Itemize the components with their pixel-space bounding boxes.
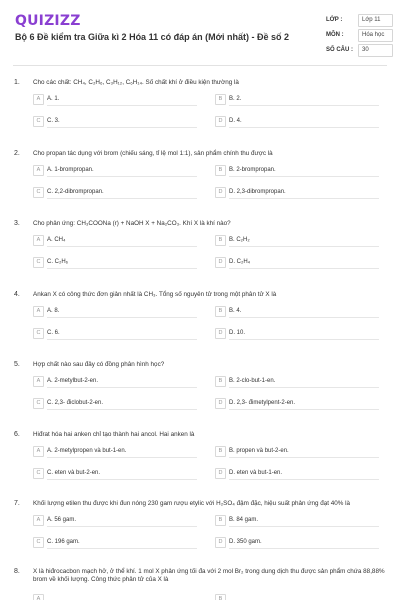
- option-text: A. 2-metylbut-2-en.: [47, 375, 197, 388]
- option-text: C. 3.: [47, 115, 197, 128]
- question-number: 7.: [14, 500, 20, 507]
- option-text: A. 56 gam.: [47, 514, 197, 527]
- option-letter: B: [215, 515, 226, 526]
- option-letter: A: [33, 94, 44, 105]
- option-letter: B: [215, 165, 226, 176]
- question-text: Cho phản ứng: CH₃COONa (r) + NaOH X + Na₂CO₃. Khí X là khí nào?: [33, 220, 231, 227]
- meta-value: Lớp 11: [358, 14, 393, 27]
- option-letter: D: [215, 398, 226, 409]
- option-a[interactable]: [33, 445, 197, 457]
- option-b[interactable]: [215, 93, 379, 105]
- option-a[interactable]: [33, 234, 197, 246]
- option-text: C. 2,3- điclobut-2-en.: [47, 397, 197, 410]
- option-text: B. C₂H₂: [229, 234, 379, 247]
- question-text: Hợp chất nào sau đây có đồng phân hình học?: [33, 361, 165, 368]
- option-letter: A: [33, 594, 44, 600]
- option-d[interactable]: [215, 327, 379, 339]
- option-text: C. 2,2-dibrompropan.: [47, 186, 197, 199]
- option-a[interactable]: [33, 164, 197, 176]
- meta-question-count: [323, 44, 391, 57]
- option-text: D. eten và but-1-en.: [229, 467, 379, 480]
- option-text: B. 2-clo-but-1-en.: [229, 375, 379, 388]
- option-letter: C: [33, 328, 44, 339]
- option-text: [229, 593, 379, 600]
- option-c[interactable]: [33, 186, 197, 198]
- option-letter: C: [33, 116, 44, 127]
- option-d[interactable]: [215, 397, 379, 409]
- option-text: A. 2-metylpropen và but-1-en.: [47, 445, 197, 458]
- question-number: 5.: [14, 361, 20, 368]
- question-number: 6.: [14, 431, 20, 438]
- option-letter: C: [33, 398, 44, 409]
- option-letter: D: [215, 187, 226, 198]
- question-number: 2.: [14, 150, 20, 157]
- option-text: D. C₂H₄: [229, 256, 379, 269]
- option-d[interactable]: [215, 186, 379, 198]
- option-d[interactable]: [215, 115, 379, 127]
- question-text: Cho propan tác dụng với brom (chiếu sáng, tỉ lệ mol 1:1), sản phẩm chính thu được là: [33, 150, 273, 157]
- option-b[interactable]: [215, 305, 379, 317]
- question-number: 8.: [14, 568, 20, 575]
- option-c[interactable]: [33, 536, 197, 548]
- question-number: 1.: [14, 79, 20, 86]
- option-c[interactable]: [33, 256, 197, 268]
- question-text: Cho các chất: CH₄, C₂H₆, C₃H₁₂, C₆H₁₄. Số chất khí ở điều kiện thường là: [33, 79, 239, 86]
- option-letter: A: [33, 165, 44, 176]
- option-text: B. 2.: [229, 93, 379, 106]
- option-text: C. C₂H₆: [47, 256, 197, 269]
- option-text: D. 2,3- đimetylpent-2-en.: [229, 397, 379, 410]
- option-letter: D: [215, 257, 226, 268]
- option-letter: D: [215, 116, 226, 127]
- option-a[interactable]: [33, 375, 197, 387]
- option-b[interactable]: [215, 164, 379, 176]
- option-text: D. 350 gam.: [229, 536, 379, 549]
- option-letter: A: [33, 446, 44, 457]
- option-text: D. 4.: [229, 115, 379, 128]
- option-a[interactable]: [33, 593, 197, 600]
- question-text: Ankan X có công thức đơn giản nhất là CH₃. Tổng số nguyên tử trong một phân tử X là: [33, 291, 277, 298]
- option-c[interactable]: [33, 115, 197, 127]
- option-text: B. propen và but-2-en.: [229, 445, 379, 458]
- option-text: C. eten và but-2-en.: [47, 467, 197, 480]
- question-text: Khối lượng etilen thu được khi đun nóng 230 gam rượu etylic với H₂SO₄ đậm đặc, hiệu suất phản ứng đạt 40% là: [33, 500, 351, 507]
- quizizz-logo: QUIZIZZ: [15, 13, 81, 29]
- question-number: 4.: [14, 291, 20, 298]
- option-letter: C: [33, 537, 44, 548]
- option-text: D. 2,3-dibrompropan.: [229, 186, 379, 199]
- option-text: [47, 593, 197, 600]
- option-text: A. 8.: [47, 305, 197, 318]
- option-letter: B: [215, 235, 226, 246]
- option-text: C. 196 gam.: [47, 536, 197, 549]
- option-b[interactable]: [215, 514, 379, 526]
- option-d[interactable]: [215, 256, 379, 268]
- option-letter: B: [215, 446, 226, 457]
- option-text: C. 6.: [47, 327, 197, 340]
- option-a[interactable]: [33, 305, 197, 317]
- option-a[interactable]: [33, 514, 197, 526]
- option-letter: D: [215, 468, 226, 479]
- option-letter: B: [215, 376, 226, 387]
- option-text: B. 84 gam.: [229, 514, 379, 527]
- meta-label: SỐ CÂU :: [326, 47, 353, 53]
- option-text: B. 2-brompropan.: [229, 164, 379, 177]
- meta-class: [323, 14, 391, 27]
- option-text: A. CH₄: [47, 234, 197, 247]
- option-letter: D: [215, 328, 226, 339]
- meta-label: LỚP :: [326, 17, 343, 23]
- option-text: B. 4.: [229, 305, 379, 318]
- option-letter: B: [215, 594, 226, 600]
- option-c[interactable]: [33, 397, 197, 409]
- document-title: Bộ 6 Đề kiểm tra Giữa kì 2 Hóa 11 có đáp án (Mới nhất) - Đề số 2: [15, 32, 289, 42]
- option-letter: A: [33, 306, 44, 317]
- option-a[interactable]: [33, 93, 197, 105]
- option-text: A. 1.: [47, 93, 197, 106]
- option-letter: C: [33, 257, 44, 268]
- question-text: Hiđrat hóa hai anken chỉ tạo thành hai ancol. Hai anken là: [33, 431, 195, 438]
- option-b[interactable]: [215, 234, 379, 246]
- option-letter: A: [33, 376, 44, 387]
- meta-label: MÔN :: [326, 32, 344, 38]
- question-text: X là hiđrocacbon mạch hở, ở thể khí. 1 mol X phản ứng tối đa với 2 mol Br₂ trong dung dịch thu được sản phẩm chứa 88,88% brom về khối lượng. Công thức phân tử của X là: [33, 568, 385, 583]
- meta-subject: [323, 29, 391, 42]
- option-letter: A: [33, 515, 44, 526]
- header-divider: [13, 65, 387, 66]
- option-text: A. 1-brompropan.: [47, 164, 197, 177]
- meta-value: Hóa học: [358, 29, 393, 42]
- option-letter: C: [33, 468, 44, 479]
- option-letter: A: [33, 235, 44, 246]
- option-b[interactable]: [215, 375, 379, 387]
- option-c[interactable]: [33, 327, 197, 339]
- option-d[interactable]: [215, 467, 379, 479]
- option-d[interactable]: [215, 536, 379, 548]
- meta-value: 30: [358, 44, 393, 57]
- option-b[interactable]: [215, 445, 379, 457]
- option-letter: C: [33, 187, 44, 198]
- option-c[interactable]: [33, 467, 197, 479]
- option-text: D. 10.: [229, 327, 379, 340]
- question-number: 3.: [14, 220, 20, 227]
- option-b[interactable]: [215, 593, 379, 600]
- option-letter: B: [215, 94, 226, 105]
- option-letter: B: [215, 306, 226, 317]
- option-letter: D: [215, 537, 226, 548]
